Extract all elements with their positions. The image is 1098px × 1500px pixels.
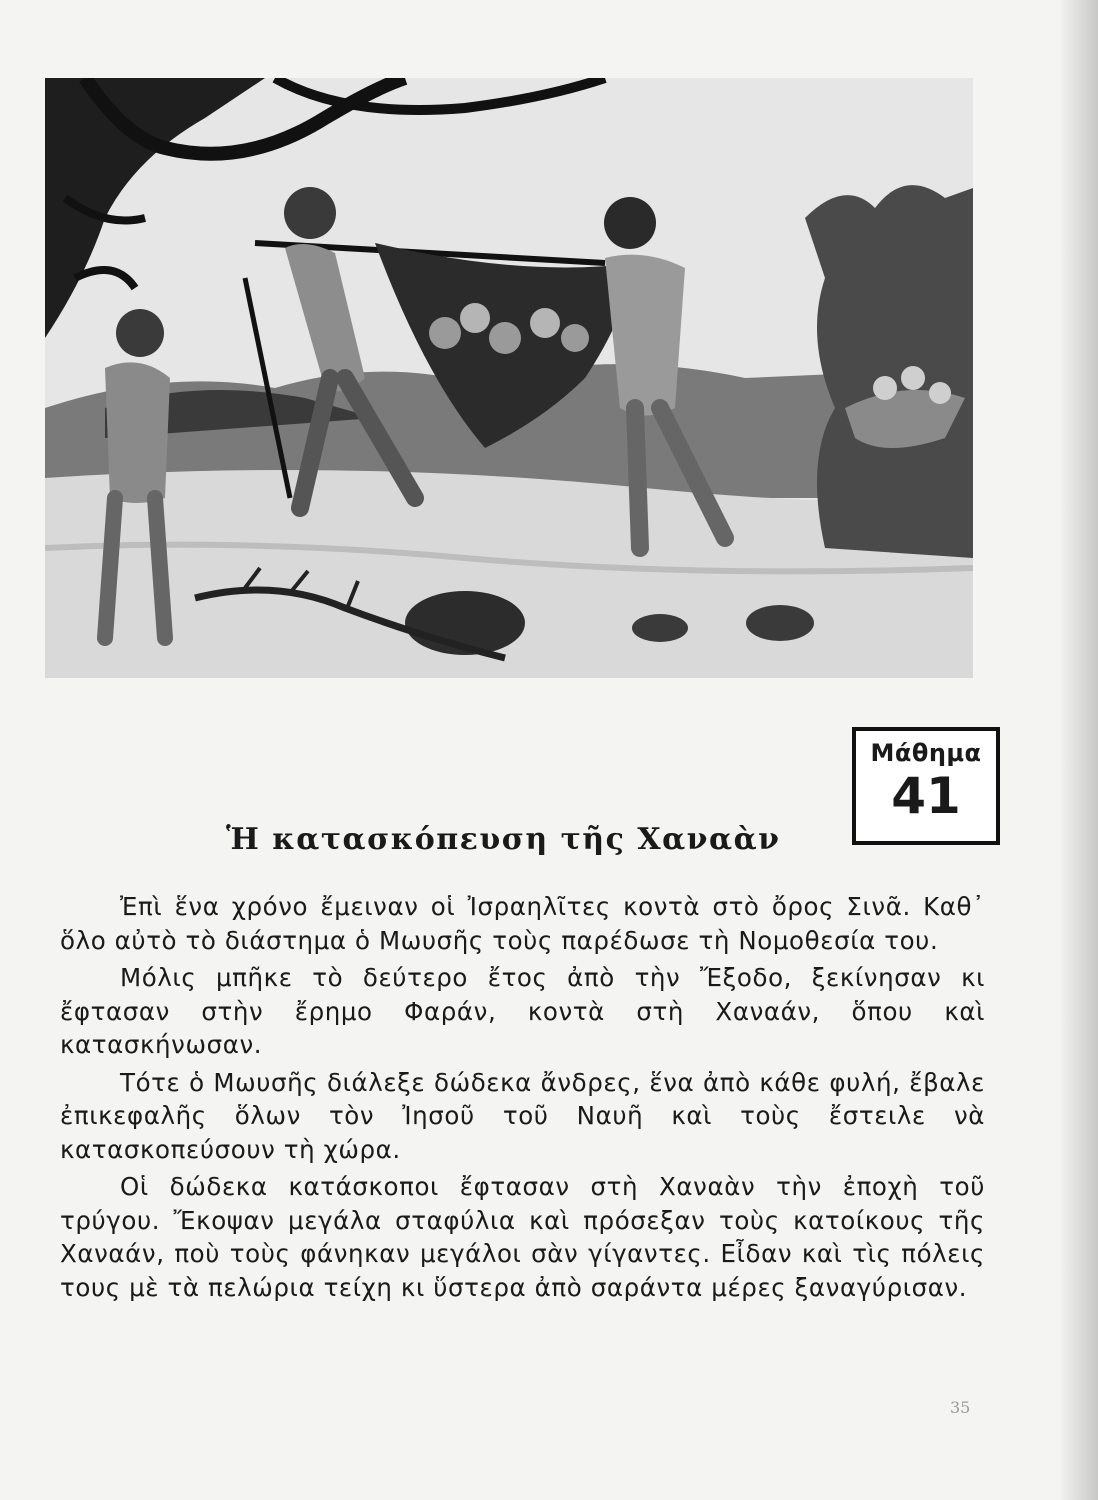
paragraph: Μόλις μπῆκε τὸ δεύτερο ἔτος ἀπὸ τὴν Ἔξοδο, ξεκίνησαν κι ἔφτασαν στὴν ἔρημο Φαράν, κοντὰ στὴ Χαναάν, ὅπου καὶ κατασκήνωσαν. [60, 963, 985, 1059]
lesson-number: 41 [891, 767, 961, 825]
paragraph: Τότε ὁ Μωυσῆς διάλεξε δώδεκα ἄνδρες, ἕνα ἀπὸ κάθε φυλή, ἔβαλε ἐπικεφαλῆς ὅλων τὸν Ἰησοῦ τοῦ Ναυῆ καὶ τοὺς ἔστειλε νὰ κατασκοπεύσουν τὴ χώρα. [60, 1067, 985, 1164]
spies-carrying-grapes-illustration [45, 78, 973, 678]
page-number: 35 [950, 1398, 971, 1417]
lesson-label: Μάθημα [870, 739, 982, 767]
paragraph: Οἱ δώδεκα κατάσκοποι ἔφτασαν στὴ Χαναὰν τὴν ἐποχὴ τοῦ τρύγου. Ἔκοψαν μεγάλα σταφύλια καὶ πρόσεξαν τοὺς κατοίκους τῆς Χαναάν, ποὺ τοὺς φάνηκαν μεγάλοι σὰν γίγαντες. Εἶδαν καὶ τὶς πόλεις τους μὲ τὰ πελώρια τείχη κι ὕστερα ἀπὸ σαράντα μέρες ξαναγύρισαν. [60, 1172, 985, 1302]
lesson-body [60, 890, 985, 1308]
lesson-title: Ἡ κατασκόπευση τῆς Χαναὰν [226, 822, 781, 857]
paragraph: Ἐπὶ ἕνα χρόνο ἔμειναν οἱ Ἰσραηλῖτες κοντὰ στὸ ὄρος Σινᾶ. Καθ᾿ ὅλο αὐτὸ τὸ διάστημα ὁ Μωυσῆς τοὺς παρέδωσε τὴ Νομοθεσία του. [60, 892, 985, 955]
lesson-number-box [852, 727, 1000, 845]
lesson-illustration [45, 78, 973, 678]
page-edge-shadow [1058, 0, 1098, 1500]
